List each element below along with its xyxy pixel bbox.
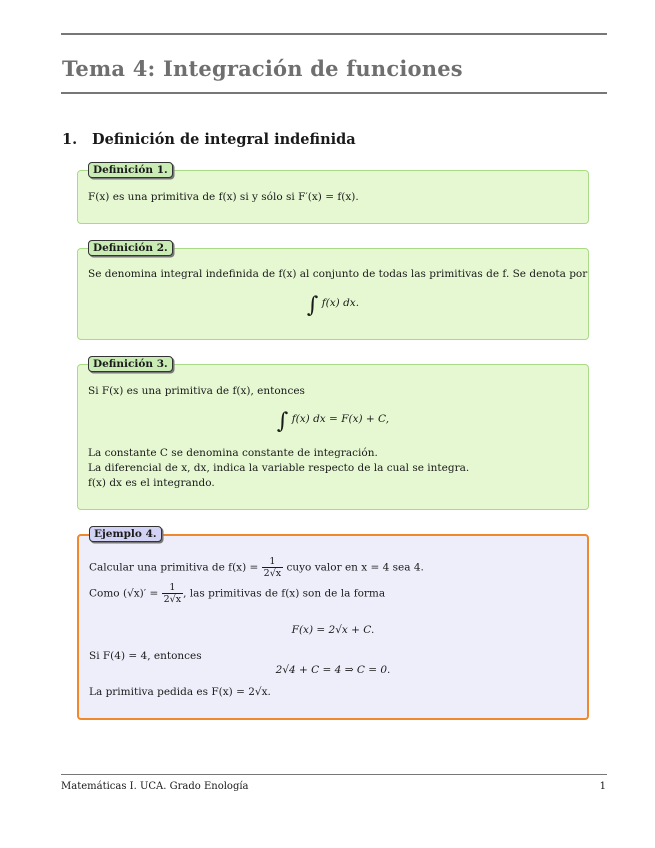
- definition-2-formula: [78, 293, 588, 318]
- footer-rule: [61, 774, 607, 775]
- fraction-numerator: 1: [162, 582, 183, 594]
- fraction-denominator: 2√x: [263, 568, 282, 579]
- example-formula-2: 2√4 + C = 4 ⇒ C = 0.: [275, 664, 391, 676]
- example-line-1-end: cuyo valor en x = 4 sea 4.: [286, 561, 424, 574]
- example-line-1: [89, 556, 424, 579]
- example-line-1-start: Calcular una primitiva de f(x) =: [89, 561, 259, 574]
- definition-2-formula-text: f(x) dx.: [321, 297, 360, 309]
- example-line-2: [89, 582, 385, 605]
- page-title: Tema 4: Integración de funciones: [62, 56, 463, 81]
- definition-3-line-3: f(x) dx es el integrando.: [88, 477, 215, 489]
- definition-1-text: F(x) es una primitiva de f(x) si y sólo si F′(x) = f(x).: [88, 191, 359, 203]
- fraction-denominator: 2√x: [163, 594, 182, 605]
- example-4-tag: Ejemplo 4.: [89, 526, 162, 542]
- definition-2-text: Se denomina integral indefinida de f(x) al conjunto de todas las primitivas de f. Se denota por: [88, 268, 588, 280]
- integral-symbol: ∫: [306, 293, 319, 318]
- section-number: 1.: [62, 131, 78, 148]
- integral-symbol: ∫: [276, 409, 289, 434]
- definition-3-line-2: La diferencial de x, dx, indica la variable respecto de la cual se integra.: [88, 462, 470, 474]
- definition-3-intro: Si F(x) es una primitiva de f(x), entonces: [88, 385, 305, 397]
- definition-3-formula: [78, 409, 588, 434]
- section-title: Definición de integral indefinida: [92, 131, 356, 148]
- fraction: [162, 582, 183, 605]
- example-formula-1: F(x) = 2√x + C.: [291, 624, 375, 636]
- fraction: [262, 556, 283, 579]
- example-line-2-start: Como (√x)′ =: [89, 587, 159, 600]
- fraction-numerator: 1: [262, 556, 283, 568]
- top-rule: [61, 33, 607, 35]
- definition-3-formula-text: f(x) dx = F(x) + C,: [291, 413, 390, 425]
- definition-3-tag: Definición 3.: [88, 356, 173, 372]
- section-heading: [62, 131, 356, 148]
- example-line-4: La primitiva pedida es F(x) = 2√x.: [89, 686, 271, 698]
- definition-2-tag: Definición 2.: [88, 240, 173, 256]
- definition-3-line-1: La constante C se denomina constante de integración.: [88, 447, 378, 459]
- footer-left: Matemáticas I. UCA. Grado Enología: [61, 781, 249, 792]
- example-line-3: Si F(4) = 4, entonces: [89, 650, 202, 662]
- definition-3-box: [77, 358, 589, 510]
- title-underline: [61, 92, 607, 94]
- example-line-2-end: , las primitivas de f(x) son de la forma: [183, 587, 386, 600]
- example-4-box: [77, 528, 589, 720]
- definition-2-box: [77, 242, 589, 340]
- definition-1-tag: Definición 1.: [88, 162, 173, 178]
- page-number: 1: [599, 781, 606, 792]
- definition-1-box: [77, 164, 589, 224]
